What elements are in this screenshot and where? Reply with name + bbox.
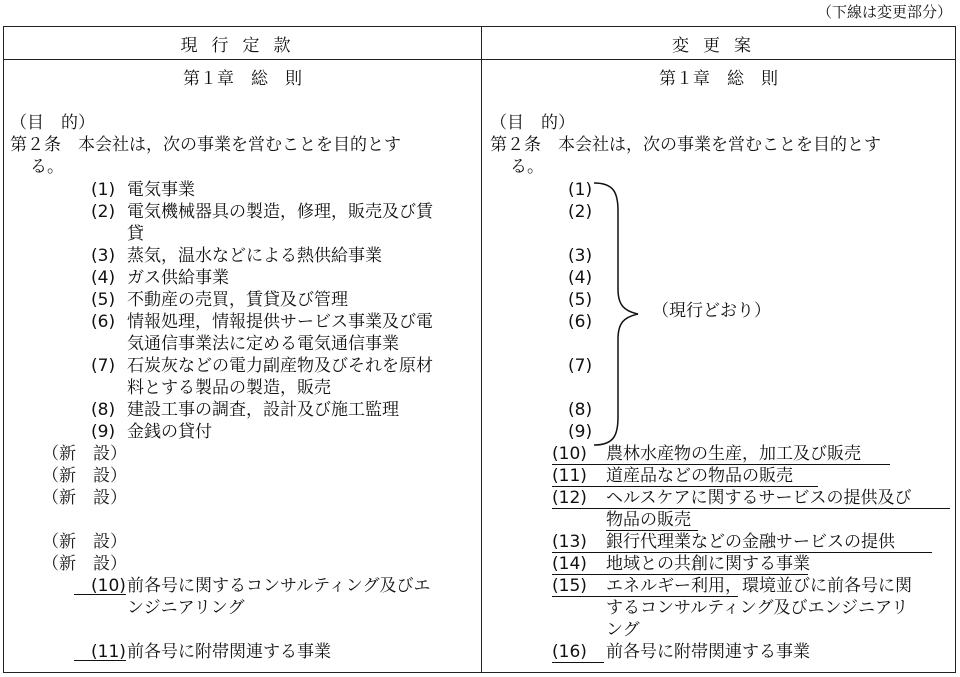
underline-note: （下線は変更部分） bbox=[816, 3, 952, 21]
item-text: 不動産の売買，賃貸及び管理 bbox=[127, 290, 348, 310]
item-text: ンジニアリング bbox=[127, 598, 245, 618]
item-number: (3) bbox=[568, 246, 593, 266]
comparison-table bbox=[3, 26, 956, 673]
item-number: (3) bbox=[91, 246, 116, 266]
item-text: 道産品などの物品の販売 bbox=[606, 466, 793, 486]
new-mark: （新 設） bbox=[42, 532, 127, 552]
header-current: 現行定款 bbox=[4, 27, 482, 60]
unchanged-label: （現行どおり） bbox=[652, 301, 771, 321]
item-text: 料とする製品の製造，販売 bbox=[127, 378, 331, 398]
item-text: 物品の販売 bbox=[606, 510, 691, 530]
item-number: (8) bbox=[568, 400, 593, 420]
item-number: (2) bbox=[568, 202, 593, 222]
item-text: ング bbox=[606, 620, 640, 640]
item-text: ヘルスケアに関するサービスの提供及び bbox=[606, 488, 912, 508]
purpose-heading: （目 的） bbox=[10, 113, 95, 133]
item-number: (5) bbox=[568, 290, 593, 310]
article-line: 第２条 本会社は，次の事業を営むことを目的とす bbox=[490, 135, 881, 155]
item-text: 金銭の貸付 bbox=[127, 422, 212, 442]
item-number: (7) bbox=[568, 356, 593, 376]
item-text: 地域との共創に関する事業 bbox=[606, 554, 810, 574]
item-text: 前各号に附帯関連する事業 bbox=[127, 642, 331, 662]
proposed-column bbox=[482, 60, 956, 673]
new-mark: （新 設） bbox=[42, 444, 127, 464]
item-number: (13) bbox=[552, 532, 587, 552]
new-mark: （新 設） bbox=[42, 488, 127, 508]
item-number: (14) bbox=[552, 554, 587, 574]
item-text: 電気機械器具の製造，修理，販売及び賃 bbox=[127, 202, 433, 222]
item-number: (4) bbox=[568, 268, 593, 288]
item-text: 気通信事業法に定める電気通信事業 bbox=[127, 334, 399, 354]
item-text: 蒸気，温水などによる熱供給事業 bbox=[127, 246, 382, 266]
chapter-title: 第１章 総 則 bbox=[183, 69, 302, 89]
item-number: (6) bbox=[568, 312, 593, 332]
item-number: (10) bbox=[552, 444, 587, 464]
item-number: (2) bbox=[91, 202, 116, 222]
item-number: (4) bbox=[91, 268, 116, 288]
article-line: る。 bbox=[510, 157, 544, 177]
item-number: (11) bbox=[91, 642, 126, 662]
item-text: 情報処理，情報提供サービス事業及び電 bbox=[127, 312, 433, 332]
item-text: 石炭灰などの電力副産物及びそれを原材 bbox=[127, 356, 433, 376]
item-text: 前各号に附帯関連する事業 bbox=[606, 642, 810, 662]
item-text: 建設工事の調査，設計及び施工監理 bbox=[127, 400, 399, 420]
item-number-changed bbox=[74, 575, 126, 597]
item-text: 前各号に関するコンサルティング及びエ bbox=[127, 576, 431, 596]
item-text: 農林水産物の生産，加工及び販売 bbox=[606, 444, 861, 464]
item-number: (9) bbox=[91, 422, 116, 442]
item-number: (1) bbox=[568, 180, 593, 200]
item-number: (1) bbox=[91, 180, 116, 200]
header-proposed: 変更案 bbox=[482, 27, 956, 60]
item-text: エネルギー利用，環境並びに前各号に関 bbox=[606, 576, 912, 596]
item-text: ガス供給事業 bbox=[127, 268, 229, 288]
item-number-changed bbox=[74, 641, 126, 663]
new-mark: （新 設） bbox=[42, 554, 127, 574]
item-number: (9) bbox=[568, 422, 593, 442]
item-number: (12) bbox=[552, 488, 587, 508]
item-number: (6) bbox=[91, 312, 116, 332]
chapter-title: 第１章 総 則 bbox=[659, 69, 778, 89]
item-number: (15) bbox=[552, 576, 587, 596]
change-underline bbox=[552, 662, 604, 663]
item-text: するコンサルティング及びエンジニアリ bbox=[606, 598, 909, 618]
item-text: 電気事業 bbox=[127, 180, 195, 200]
new-mark: （新 設） bbox=[42, 466, 127, 486]
item-number: (16) bbox=[552, 642, 587, 662]
curly-brace-icon bbox=[592, 181, 652, 447]
item-number: (7) bbox=[91, 356, 116, 376]
item-number: (10) bbox=[91, 576, 126, 596]
current-column bbox=[4, 60, 482, 673]
purpose-heading: （目 的） bbox=[490, 113, 575, 133]
item-number: (8) bbox=[91, 400, 116, 420]
item-text: 貸 bbox=[127, 224, 144, 244]
item-number: (5) bbox=[91, 290, 116, 310]
item-number: (11) bbox=[552, 466, 587, 486]
item-text: 銀行代理業などの金融サービスの提供 bbox=[606, 532, 895, 552]
article-line: 第２条 本会社は，次の事業を営むことを目的とす bbox=[10, 135, 401, 155]
article-line: る。 bbox=[30, 157, 64, 177]
